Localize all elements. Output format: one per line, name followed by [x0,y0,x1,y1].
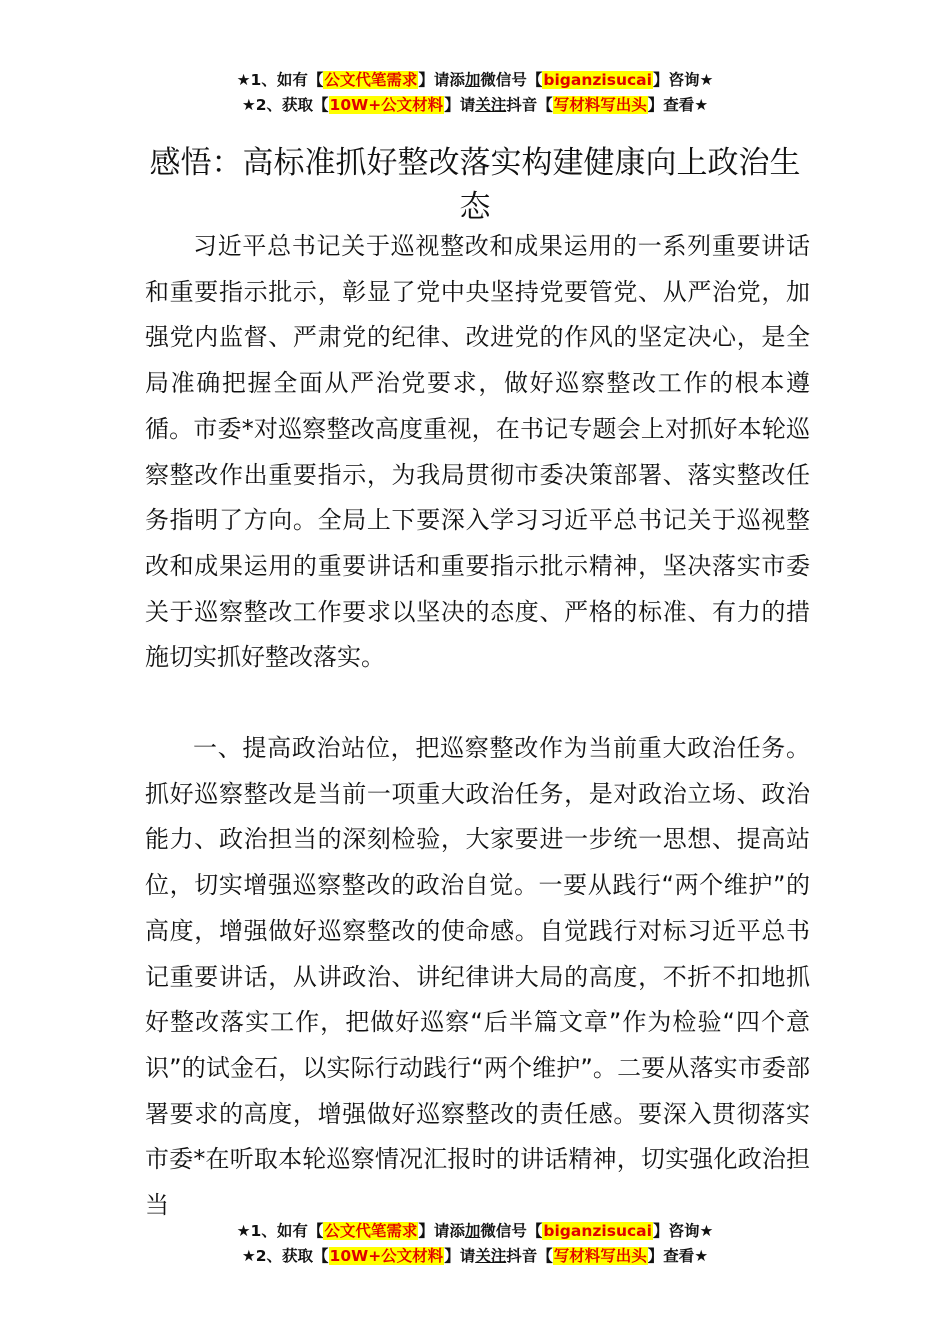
highlight-wechat-id: biganzisucai [543,71,652,89]
promo-banner-top [0,68,950,118]
highlight-douyin-account: 写材料写出头 [553,96,647,114]
promo-line-2: ★2、获取【10W+公文材料】请关注抖音【写材料写出头】查看★ [241,1247,709,1265]
document-body-2 [145,726,810,1229]
promo-banner-bottom [0,1219,950,1269]
document-body-1 [145,224,810,681]
document-title: 感悟：高标准抓好整改落实构建健康向上政治生态 [149,144,801,225]
paragraph-section-1: 一、提高政治站位，把巡察整改作为当前重大政治任务。抓好巡察整改是当前一项重大政治任务，是对政治立场、政治能力、政治担当的深刻检验，大家要进一步统一思想、提高站位，切实增强巡察整改的政治自觉。一要从践行“两个维护”的高度，增强做好巡察整改的使命感。自觉践行对标习近平总书记重要讲话，从讲政治、讲纪律讲大局的高度，不折不扣地抓好整改落实工作，把做好巡察“后半篇文章”作为检验“四个意识”的试金石，以实际行动践行“两个维护”。二要从落实市委部署要求的高度，增强做好巡察整改的责任感。要深入贯彻落实市委*在听取本轮巡察情况汇报时的讲话精神，切实强化政治担当 [145,734,810,1220]
highlight-wechat-id: biganzisucai [543,1222,652,1240]
paragraph-intro: 习近平总书记关于巡视整改和成果运用的一系列重要讲话和重要指示批示，彰显了党中央坚持党要管党、从严治党，加强党内监督、严肃党的纪律、改进党的作风的坚定决心，是全局准确把握全面从严治党要求，做好巡察整改工作的根本遵循。市委*对巡察整改高度重视，在书记专题会上对抓好本轮巡察整改作出重要指示，为我局贯彻市委决策部署、落实整改任务指明了方向。全局上下要深入学习习近平总书记关于巡视整改和成果运用的重要讲话和重要指示批示精神，坚决落实市委关于巡察整改工作要求以坚决的态度、严格的标准、有力的措施切实抓好整改落实。 [145,232,810,672]
highlight-materials: 10W+公文材料 [329,1247,444,1265]
promo-line-1: ★1、如有【公文代笔需求】请添加微信号【biganzisucai】咨询★ [236,71,714,89]
promo-line-2: ★2、获取【10W+公文材料】请关注抖音【写材料写出头】查看★ [241,96,709,114]
promo-line-1: ★1、如有【公文代笔需求】请添加微信号【biganzisucai】咨询★ [236,1222,714,1240]
highlight-materials: 10W+公文材料 [329,96,444,114]
highlight-service: 公文代笔需求 [324,1222,418,1240]
highlight-douyin-account: 写材料写出头 [553,1247,647,1265]
highlight-service: 公文代笔需求 [324,71,418,89]
